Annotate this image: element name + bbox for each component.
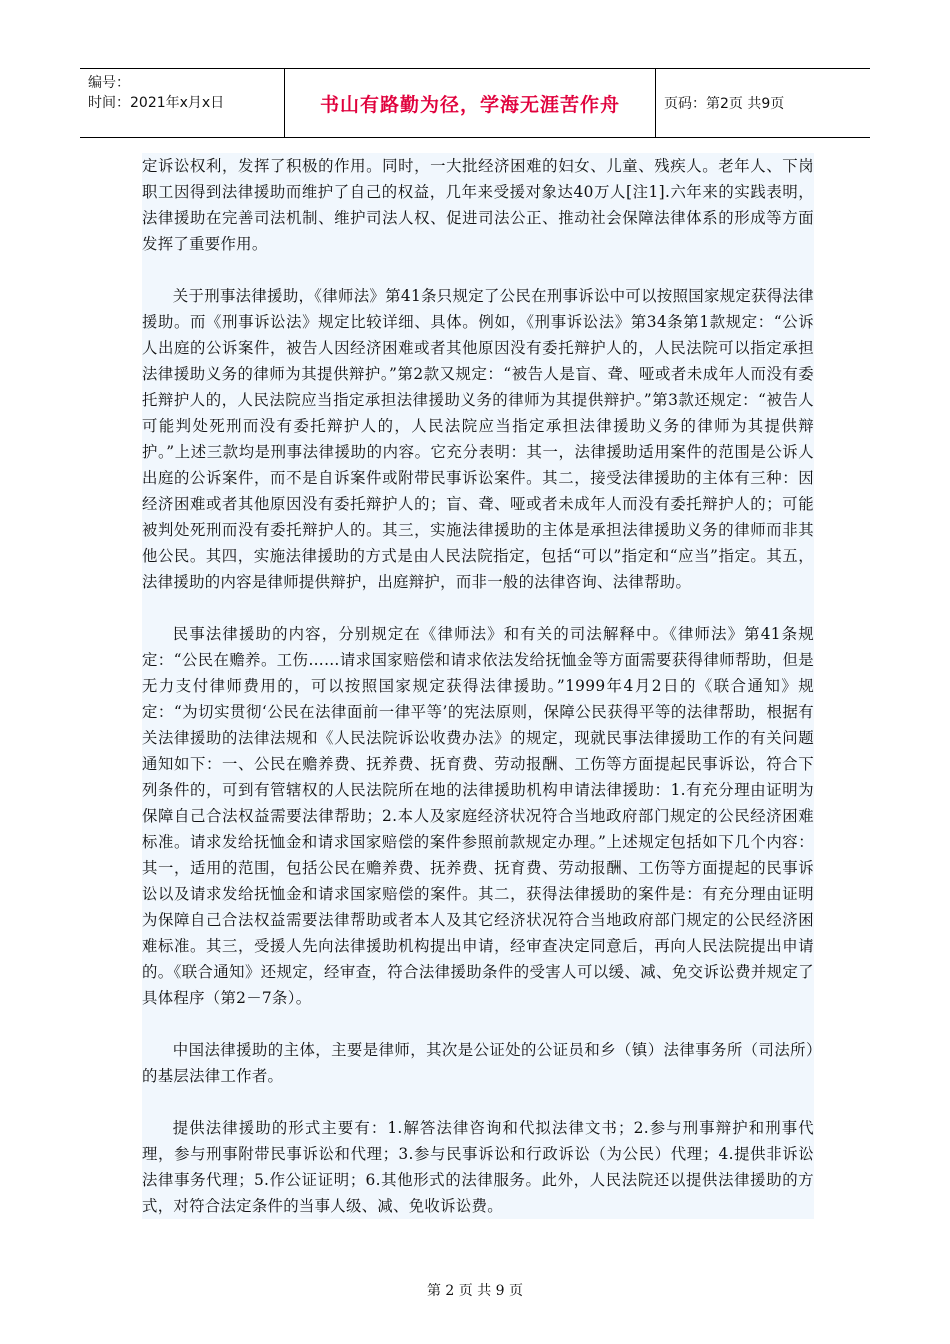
header-page-label: 页码：第2页 共9页	[664, 96, 785, 112]
paragraph-continuation: 定诉讼权利，发挥了积极的作用。同时，一大批经济困难的妇女、儿童、残疾人。老年人、下岗职工因得到法律援助而维护了自己的权益，几年来受援对象达40万人[注1].六年来的实践表明，法律援助在完善司法机制、维护司法人权、促进司法公正、推动社会保障法律体系的形成等方面发挥了重要作用。	[142, 157, 814, 253]
paragraph-aid-providers: 中国法律援助的主体，主要是律师，其次是公证处的公证员和乡（镇）法律事务所（司法所）的基层法律工作者。	[142, 1041, 814, 1085]
header-motto: 书山有路勤为径，学海无涯苦作舟	[284, 69, 656, 137]
paragraph-aid-forms: 提供法律援助的形式主要有：1.解答法律咨询和代拟法律文书；2.参与刑事辩护和刑事代理，参与刑事附带民事诉讼和代理；3.参与民事诉讼和行政诉讼（为公民）代理；4.提供非诉讼法律事务代理；5.作公证证明；6.其他形式的法律服务。此外，人民法院还以提供法律援助的方式，对符合法定条件的当事人级、减、免收诉讼费。	[142, 1119, 814, 1215]
paragraph-civil-aid: 民事法律援助的内容，分别规定在《律师法》和有关的司法解释中。《律师法》第41条规定：“公民在赡养。工伤……请求国家赔偿和请求依法发给抚恤金等方面需要获得律师帮助，但是无力支付律师费用的，可以按照国家规定获得法律援助。”1999年4月2日的《联合通知》规定：“为切实贯彻‘公民在法律面前一律平等’的宪法原则，保障公民获得平等的法律帮助，根据有关法律援助的法律法规和《人民法院诉讼收费办法》的规定，现就民事法律援助工作的有关问题通知如下：一、公民在赡养费、抚养费、抚育费、劳动报酬、工伤等方面提起民事诉讼，符合下列条件的，可到有管辖权的人民法院所在地的法律援助机构申请法律援助：1.有充分理由证明为保障自己合法权益需要法律帮助；2.本人及家庭经济状况符合当地政府部门规定的公民经济困难标准。请求发给抚恤金和请求国家赔偿的案件参照前款规定办理。”上述规定包括如下几个内容：其一，适用的范围，包括公民在赡养费、抚养费、抚育费、劳动报酬、工伤等方面提起的民事诉讼以及请求发给抚恤金和请求国家赔偿的案件。其二，获得法律援助的案件是：有充分理由证明为保障自己合法权益需要法律帮助或者本人及其它经济状况符合当地政府部门规定的公民经济困难标准。其三，受援人先向法律援助机构提出申请，经审查决定同意后，再向人民法院提出申请的。《联合通知》还规定，经审查，符合法律援助条件的受害人可以缓、减、免交诉讼费并规定了具体程序（第2－7条）。	[142, 625, 814, 1007]
document-body	[142, 153, 814, 1219]
paragraph-criminal-aid: 关于刑事法律援助，《律师法》第41条只规定了公民在刑事诉讼中可以按照国家规定获得法律援助。而《刑事诉讼法》规定比较详细、具体。例如，《刑事诉讼法》第34条第1款规定：“公诉人出庭的公诉案件，被告人因经济困难或者其他原因没有委托辩护人的，人民法院可以指定承担法律援助义务的律师为其提供辩护。”第2款又规定：“被告人是盲、聋、哑或者未成年人而没有委托辩护人的，人民法院应当指定承担法律援助义务的律师为其提供辩护。”第3款还规定：“被告人可能判处死刑而没有委托辩护人的，人民法院应当指定承担法律援助义务的律师为其提供辩护。”上述三款均是刑事法律援助的内容。它充分表明：其一，法律援助适用案件的范围是公诉人出庭的公诉案件，而不是自诉案件或附带民事诉讼案件。其二，接受法律援助的主体有三种：因经济困难或者其他原因没有委托辩护人的；盲、聋、哑或者未成年人而没有委托辩护人的；可能被判处死刑而没有委托辩护人的。其三，实施法律援助的主体是承担法律援助义务的律师而非其他公民。其四，实施法律援助的方式是由人民法院指定，包括“可以”指定和“应当”指定。其五，法律援助的内容是律师提供辩护，出庭辩护，而非一般的法律咨询、法律帮助。	[142, 287, 814, 591]
page-header	[80, 68, 870, 138]
doc-date-label: 时间：2021年x月x日	[88, 95, 225, 111]
page-footer: 第 2 页 共 9 页	[426, 1283, 524, 1299]
doc-code-label: 编号：	[88, 75, 130, 91]
header-meta	[80, 69, 284, 137]
